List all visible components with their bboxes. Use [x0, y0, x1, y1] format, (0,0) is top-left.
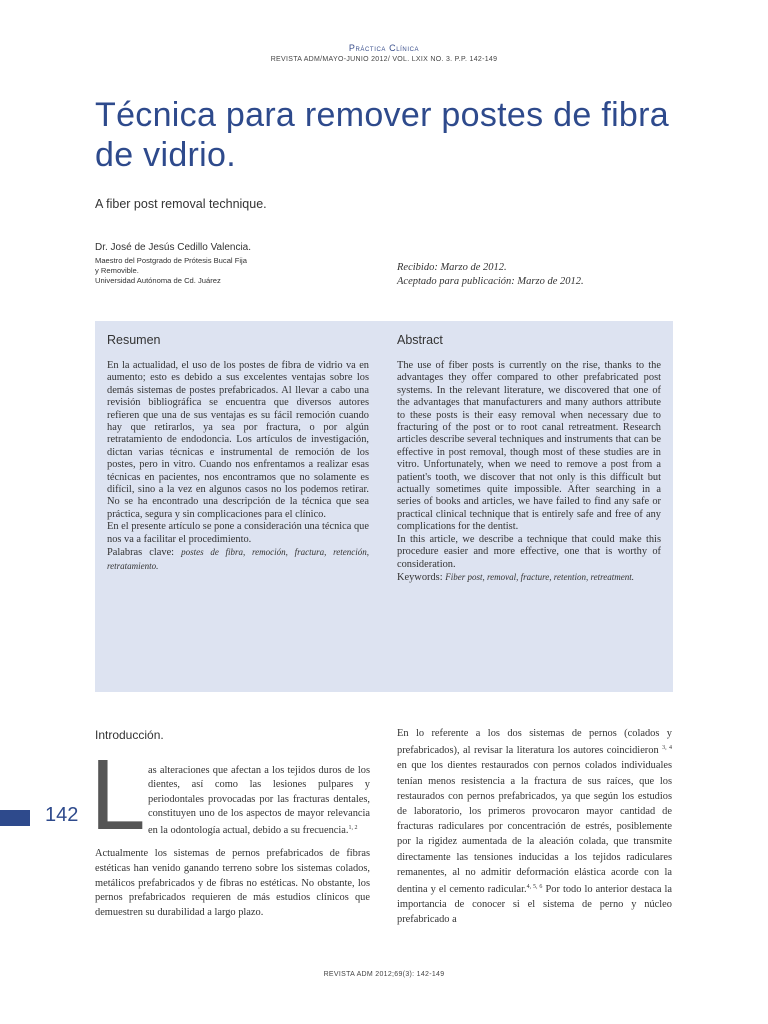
keywords-label: Palabras clave: — [107, 547, 175, 559]
intro-text: as alteraciones que afectan a los tejidos duros de los dientes, así como las lesiones pulpares y periodontales provocadas por las fracturas dentales, constituyen uno de los aspectos de mayor relevancia en la odontología actual, debido a su frecuencia. — [148, 765, 370, 837]
resumen-keywords — [107, 546, 369, 573]
section-label: Práctica Clínica — [348, 43, 420, 53]
body-column-right — [397, 726, 672, 928]
resumen-heading: Resumen — [107, 333, 161, 347]
author-affiliation — [95, 256, 355, 286]
submission-dates — [397, 261, 584, 289]
abstract-paragraph: In this article, we describe a technique that could make this procedure easier and more effective, one that is worthy of consideration. — [397, 533, 661, 570]
abstract-keywords — [397, 571, 661, 584]
accepted-date: Aceptado para publicación: Marzo de 2012. — [397, 276, 584, 287]
article-subtitle: A fiber post removal technique. — [95, 197, 267, 211]
body-text: En lo referente a los dos sistemas de pernos (colados y prefabricados), al revisar la literatura los autores coincidieron — [397, 728, 672, 757]
abstract-paragraph: The use of fiber posts is currently on the rise, thanks to the advantages they offer compared to other prefabricated post systems. In the relevant literature, we discovered that one of the advantages that manufacturers and many authors attribute to these posts is their easy removal when necessary due to fracturing of the post or to root canal retreatment. Research articles describe several techniques and instruments that can be effective in post removal, though most of these studies are in vitro. Unfortunately, when we need to remove a post from a patient's tooth, we discover that not only is this difficult but actually sometimes quite impossible. After searching in a series of books and articles, we have failed to find any safe or practical clinical technique that is entirely safe and free of any complications for the dentist. — [397, 360, 661, 533]
intro-paragraph-1 — [148, 764, 370, 838]
resumen-paragraph: En la actualidad, el uso de los postes de fibra de vidrio va en aumento; esto es debido a sus excelentes ventajas sobre los demás sistemas de postes prefabricados. Al llevar a cabo una revisión bibliográfica se encuentra que diversos autores refieren que una de sus ventajas es su fácil remoción cuando hay que retirarlos, ya sea por fractura, o por algún retratamiento de endodoncia. Los artículos de investigación, dictan varias técnicas e instrumental de remoción de los postes, pero in vitro. Cuando nos enfrentamos a realizar esas técnicas en pacientes, nos encontramos que no solamente es difícil, sino a la vez en algunos casos no los podemos retirar. No se ha encontrado una descripción de la técnica que sea práctica, segura y sin complicaciones para el clínico. — [107, 360, 369, 520]
citation-ref: 3, 4 — [662, 745, 672, 752]
body-text: Por todo lo anterior destaca la importancia de conocer si el sistema de perno y núcleo prefabricado a — [397, 884, 673, 926]
resumen-column — [107, 333, 369, 573]
journal-citation: REVISTA ADM/MAYO-JUNIO 2012/ VOL. LXIX NO. 3. P.P. 142-149 — [270, 56, 498, 63]
article-title: Técnica para remover postes de fibra de vidrio. — [95, 96, 669, 174]
page-marker-bar — [0, 810, 30, 826]
page-number: 142 — [45, 804, 79, 826]
keywords-list: postes de fibra, remoción, fractura, retención, retratamiento. — [107, 547, 369, 571]
introduction-heading: Introducción. — [95, 728, 164, 742]
abstract-column — [397, 333, 661, 584]
affiliation-line: y Removible. — [95, 266, 139, 275]
keywords-list: Fiber post, removal, fracture, retention, retreatment. — [445, 571, 635, 582]
affiliation-line: Universidad Autónoma de Cd. Juárez — [95, 276, 221, 285]
drop-cap: L — [90, 739, 146, 851]
affiliation-line: Maestro del Postgrado de Prótesis Bucal Fija — [95, 256, 247, 265]
intro-paragraph-2: Actualmente los sistemas de pernos prefabricados de fibras estéticas han venido ganando terreno sobre los sistemas colados, metálicos prefabricados y de fibras no estéticas. No obstante, los pernos prefabricados requieren de más estudios clínicos que demuestren su durabilidad a largo plazo. — [95, 848, 370, 919]
resumen-paragraph: En el presente artículo se pone a consideración una técnica que nos va a facilitar el procedimiento. — [107, 521, 369, 545]
author-name: Dr. José de Jesús Cedillo Valencia. — [95, 242, 252, 253]
received-date: Recibido: Marzo de 2012. — [397, 262, 507, 273]
body-text: en que los dientes restaurados con pernos colados individuales tenían menos resistencia a la fractura de sus raíces, que los restaurados con pernos prefabricados, ya que según los estudios de laboratorio, los primeros provocaron mayor cantidad de fracturas radiculares por concentración de estrés, posiblemente por la rigidez aumentada de la aleación colada, que transmite directamente las tensiones inducidas a los tejidos radiculares remanentes, al no admitir deformación elástica acorde con la dentina y el cemento radicular. — [397, 760, 672, 896]
abstract-heading: Abstract — [397, 333, 443, 347]
abstract-box — [95, 321, 673, 692]
footer-citation: REVISTA ADM 2012;69(3): 142-149 — [323, 971, 445, 978]
citation-ref: 1, 2 — [348, 825, 358, 832]
citation-ref: 4, 5, 6 — [526, 884, 543, 891]
keywords-label: Keywords: — [397, 571, 443, 583]
